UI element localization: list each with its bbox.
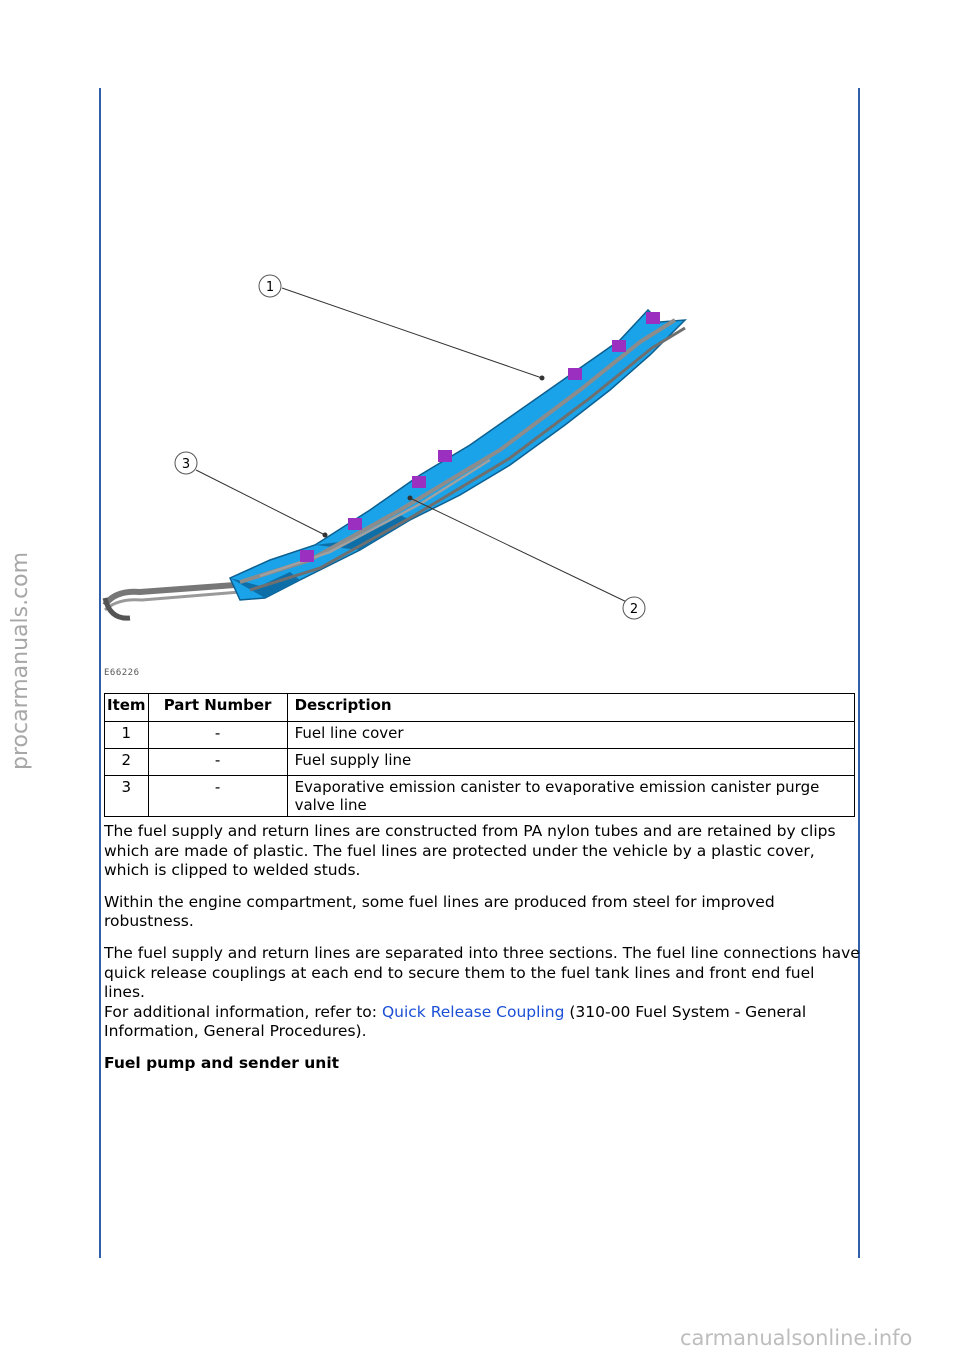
svg-text:1: 1 xyxy=(265,280,275,295)
item-cell: 2 xyxy=(105,749,149,776)
clip xyxy=(300,550,314,562)
figure-id: E66226 xyxy=(104,668,140,678)
callout-3 xyxy=(175,452,197,474)
fuel-line-illustration xyxy=(100,260,860,680)
clip xyxy=(348,518,362,530)
header-part-number: Part Number xyxy=(148,694,287,722)
svg-text:3: 3 xyxy=(181,457,191,472)
reference-suffix: (310-00 Fuel System - General Information, General Procedures). xyxy=(104,1002,807,1041)
quick-release-coupling-link[interactable]: Quick Release Coupling xyxy=(381,1002,565,1021)
reference-paragraph xyxy=(104,1003,860,1042)
clip xyxy=(612,340,626,352)
bottom-watermark: carmanualsonline.info xyxy=(680,1326,913,1350)
item-cell: 1 xyxy=(105,722,149,749)
part-number-cell: - xyxy=(148,749,287,776)
paragraph: Within the engine compartment, some fuel lines are produced from steel for improved robustness. xyxy=(104,892,775,931)
clip xyxy=(438,450,452,462)
paragraph: The fuel supply and return lines are constructed from PA nylon tubes and are retained by clips which are made of plastic. The fuel lines are protected under the vehicle by a plastic cover, which is clipped to welded studs. xyxy=(104,822,836,880)
clip xyxy=(412,476,426,488)
svg-text:2: 2 xyxy=(629,602,639,617)
table-row xyxy=(105,749,855,776)
description-cell: Fuel line cover xyxy=(287,722,854,749)
header-item: Item xyxy=(105,694,149,722)
parts-table xyxy=(104,693,855,817)
paragraph: The fuel supply and return lines are separated into three sections. The fuel line connections have quick release couplings at each end to secure them to the fuel tank lines and front end fuel lines. xyxy=(104,943,860,1002)
callout-1 xyxy=(259,275,281,297)
clip xyxy=(646,312,660,324)
clip xyxy=(568,368,582,380)
header-description: Description xyxy=(287,694,854,722)
side-watermark: procarmanuals.com xyxy=(8,551,33,770)
callout-2 xyxy=(623,597,645,619)
table-header-row xyxy=(105,694,855,722)
table-row xyxy=(105,722,855,749)
part-number-cell: - xyxy=(148,722,287,749)
fuel-line-cover xyxy=(230,310,685,600)
body-text xyxy=(104,822,860,1086)
item-cell: 3 xyxy=(105,776,149,817)
description-cell: Fuel supply line xyxy=(287,749,854,776)
reference-prefix: For additional information, refer to: xyxy=(104,1002,382,1021)
table-row xyxy=(105,776,855,817)
section-heading: Fuel pump and sender unit xyxy=(104,1053,340,1072)
part-number-cell: - xyxy=(148,776,287,817)
description-cell: Evaporative emission canister to evaporative emission canister purge valve line xyxy=(287,776,854,817)
